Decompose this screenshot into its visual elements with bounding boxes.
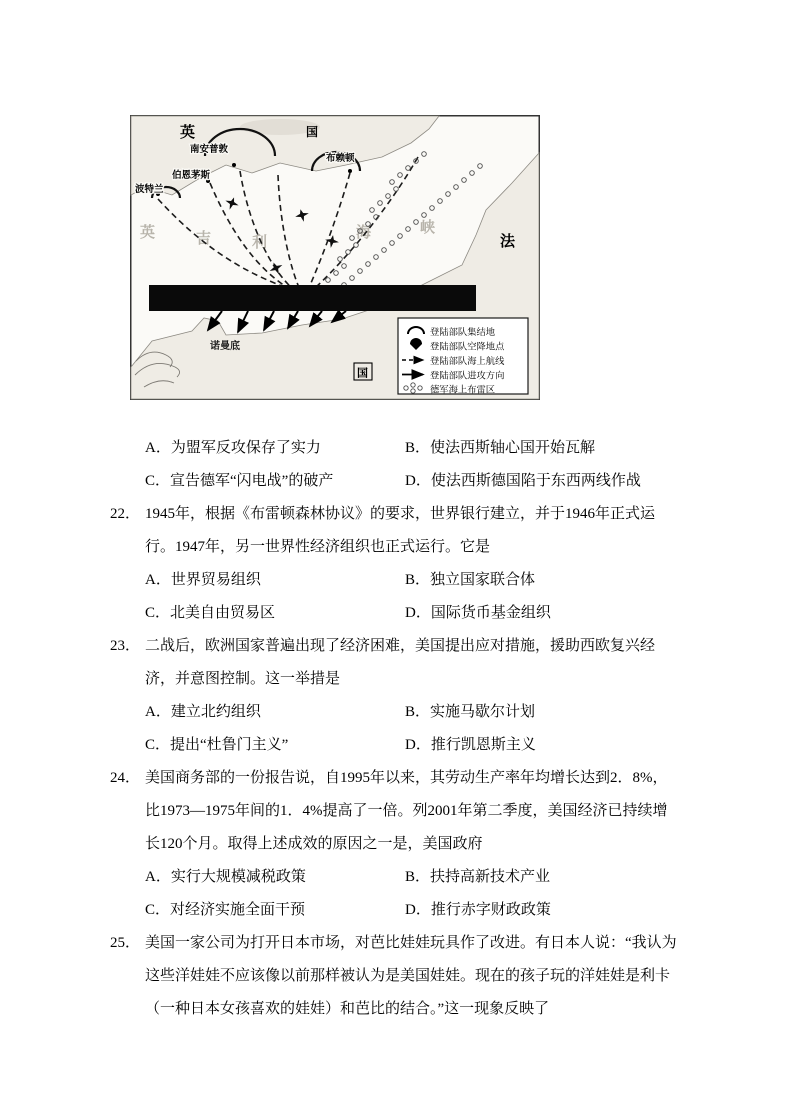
option-d: D．推行凯恩斯主义 <box>405 737 536 753</box>
options-grid <box>145 432 680 498</box>
option-d: D．使法西斯德国陷于东西两线作战 <box>405 473 641 489</box>
question-number: 25． <box>110 935 141 951</box>
boxed-country-char-text: 国 <box>357 367 368 380</box>
england-label: 英 <box>180 125 196 141</box>
normandy-landing-map <box>130 115 540 400</box>
question-22 <box>110 498 680 630</box>
map-canvas <box>130 115 540 400</box>
england-label-2: 国 <box>306 125 319 139</box>
legend-minefield: 德军海上布雷区 <box>430 385 496 396</box>
legend-attack-direction: 登陆部队进攻方向 <box>430 371 505 382</box>
question-stem <box>110 498 680 564</box>
option-b: B．扶持高新技术产业 <box>405 869 551 885</box>
legend-sea-route: 登陆部队海上航线 <box>430 357 505 367</box>
questions-area <box>110 432 680 1026</box>
question-text: 美国商务部的一份报告说，自1995年以来，其劳动生产率年均增长达到2．8%，比1973—1975年间的1．4%提高了一倍。列2001年第二季度，美国经济已持续增长120个月。取得上述成效的原因之一是，美国政府 <box>145 770 668 852</box>
option-b: B．使法西斯轴心国开始瓦解 <box>405 440 596 456</box>
option-c: C．北美自由贸易区 <box>145 605 276 621</box>
options-grid <box>145 861 680 927</box>
question-stem <box>110 927 680 1026</box>
france-label: 法 <box>500 234 516 250</box>
question-text: 二战后，欧洲国家普遍出现了经济困难，美国提出应对措施，援助西欧复兴经济，并意图控制。这一举措是 <box>145 638 656 687</box>
option-c: C．对经济实施全面干预 <box>145 902 306 918</box>
option-b: B．独立国家联合体 <box>405 572 536 588</box>
option-a: A．为盟军反攻保存了实力 <box>145 440 321 456</box>
question-21-options <box>110 432 680 498</box>
legend-assembly: 登陆部队集结地 <box>430 328 496 338</box>
question-24 <box>110 762 680 927</box>
question-25 <box>110 927 680 1026</box>
option-a: A．实行大规模减税政策 <box>145 869 306 885</box>
option-b: B．实施马歇尔计划 <box>405 704 536 720</box>
strait-char-1: 英 <box>140 225 157 241</box>
strait-char-2: 吉 <box>196 231 213 247</box>
option-d: D．国际货币基金组织 <box>405 605 551 621</box>
question-number: 23． <box>110 638 141 654</box>
question-number: 22． <box>110 506 141 522</box>
strait-char-4: 海 <box>356 225 373 241</box>
city-portland: 波特兰 <box>135 185 164 195</box>
question-text: 美国一家公司为打开日本市场，对芭比娃娃玩具作了改进。有日本人说：“我认为这些洋娃娃不应该像以前那样被认为是美国娃娃。现在的孩子玩的洋娃娃是利卡（一种日本女孩喜欢的娃娃）和芭比的结合。”这一现象反映了 <box>145 935 677 1017</box>
option-c: C．宣告德军“闪电战”的破产 <box>145 473 334 489</box>
option-a: A．建立北约组织 <box>145 704 261 720</box>
city-southampton: 南安普敦 <box>190 145 229 155</box>
option-c: C．提出“杜鲁门主义” <box>145 737 289 753</box>
redaction-bar <box>149 285 476 311</box>
option-d: D．推行赤字财政政策 <box>405 902 551 918</box>
city-bournemouth: 伯恩茅斯 <box>172 171 211 181</box>
options-grid <box>145 564 680 630</box>
option-a: A．世界贸易组织 <box>145 572 261 588</box>
normandy-label: 诺曼底 <box>210 341 240 352</box>
city-brighton: 布赖顿 <box>326 154 355 164</box>
question-text: 1945年，根据《布雷顿森林协议》的要求，世界银行建立，并于1946年正式运行。1947年，另一世界性经济组织也正式运行。它是 <box>145 506 656 555</box>
question-stem <box>110 762 680 861</box>
options-grid <box>145 696 680 762</box>
strait-char-5: 峡 <box>420 220 437 236</box>
legend-airdrop: 登陆部队空降地点 <box>430 342 505 353</box>
question-23 <box>110 630 680 762</box>
question-stem <box>110 630 680 696</box>
strait-char-3: 利 <box>252 235 269 251</box>
question-number: 24． <box>110 770 141 786</box>
map-legend <box>398 318 528 396</box>
